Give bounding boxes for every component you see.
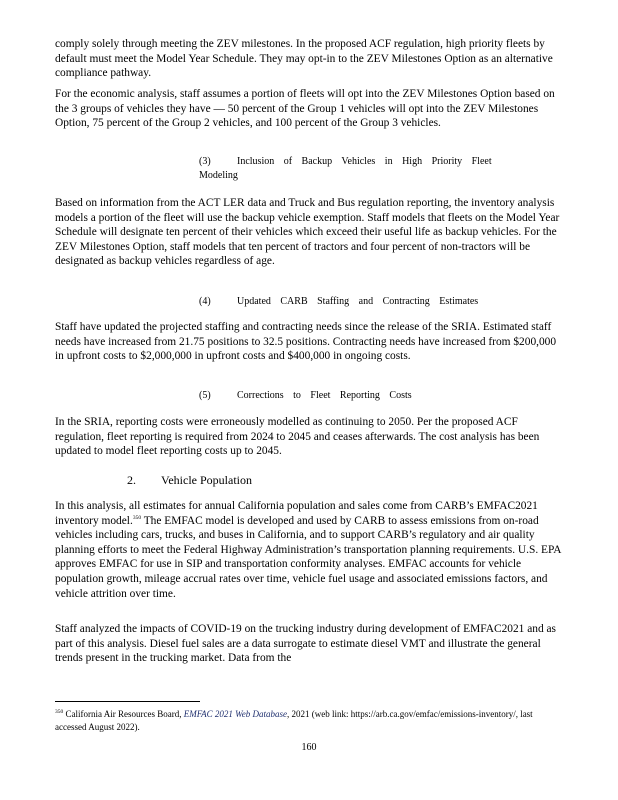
heading-number: (3) xyxy=(199,156,211,167)
emfac-intro-text: In this analysis, all estimates for annual California population and sales come from CARB’s EMFAC2021 inventory model. xyxy=(55,500,538,527)
footnote-number: 350 xyxy=(55,709,64,715)
paragraph-covid-impacts: Staff analyzed the impacts of COVID-19 on the trucking industry during development of EMFAC2021 and as part of this analysis. Diesel fuel sales are a data surrogate to estimate diesel VMT and illustrate the general trends present in the trucking market. Data from the xyxy=(55,623,556,665)
paragraph-backup-vehicle-exemption: Based on information from the ACT LER data and Truck and Bus regulation reporting, the inventory analysis models a portion of the fleet will use the backup vehicle exemption. Staff models that fleets on the Model Year Schedule will designate ten percent of their vehicles which exceed their useful life as backup vehicles. For the ZEV Milestones Option, staff models that ten percent of tractors and four percent of non-tractors will be designated as backup vehicles regardless of age. xyxy=(55,197,560,268)
paragraph-zev-milestones-opt-in: comply solely through meeting the ZEV milestones. In the proposed ACF regulation, high priority fleets by default must meet the Model Year Schedule. They may opt-in to the ZEV Milestones Option as an alternative compliance pathway. xyxy=(55,38,553,80)
paragraph-emfac-model xyxy=(55,499,563,601)
paragraph-economic-analysis: For the economic analysis, staff assumes a portion of fleets will opt into the ZEV Milestones Option based on the 3 groups of vehicles they have — 50 percent of the Group 1 vehicles will opt into the ZEV Milestones Option, 75 percent of the Group 2 vehicles, and 100 percent of the Group 3 vehicles. xyxy=(55,88,555,130)
footnote-author: California Air Resources Board, xyxy=(63,709,184,719)
heading-staffing-estimates xyxy=(199,295,539,309)
heading-reporting-costs xyxy=(199,389,529,403)
footnote-divider xyxy=(55,701,200,702)
footnote-reference[interactable]: 350 xyxy=(132,514,142,521)
heading-backup-vehicles xyxy=(199,155,529,183)
footnote-citation-rest: , 2021 (web link: https://arb.ca.gov/emfac/emissions-inventory/, last accessed August 2022). xyxy=(55,709,533,732)
section-number: 2. xyxy=(127,473,136,487)
footnote-database-title: EMFAC 2021 Web Database xyxy=(183,709,287,719)
paragraph-reporting-costs: In the SRIA, reporting costs were erroneously modelled as continuing to 2050. Per the proposed ACF regulation, fleet reporting is required from 2024 to 2045 and ceases afterwards. The cost analysis has been updated to model fleet reporting costs up to 2045. xyxy=(55,416,540,458)
page-number: 160 xyxy=(301,742,317,753)
section-heading-vehicle-population xyxy=(127,472,252,488)
heading-title: Corrections to Fleet Reporting Costs xyxy=(237,390,412,401)
section-title: Vehicle Population xyxy=(161,473,252,487)
emfac-description-text: The EMFAC model is developed and used by CARB to assess emissions from on-road vehicles including cars, trucks, and buses in California, and to support CARB’s regulatory and air quality planning efforts to meet the Federal Highway Administration’s transportation planning requirements. U.S. EPA approves EMFAC for use in SIP and transportation conformity analyses. EMFAC accounts for vehicle population growth, mileage accrual rates over time, vehicle fuel usage and associated emissions factors, and vehicle attrition over time. xyxy=(55,514,561,600)
heading-title: Inclusion of Backup Vehicles in High Priority Fleet Modeling xyxy=(199,156,492,181)
paragraph-staffing-contracting: Staff have updated the projected staffing and contracting needs since the release of the SRIA. Estimated staff needs have increased from 21.75 positions to 32.5 positions. Contracting needs have increased from $200,000 in upfront costs to $2,000,000 in upfront costs and $400,000 in ongoing costs. xyxy=(55,321,557,363)
heading-title: Updated CARB Staffing and Contracting Estimates xyxy=(237,296,479,307)
heading-number: (4) xyxy=(199,296,211,307)
heading-number: (5) xyxy=(199,390,211,401)
footnote xyxy=(55,708,563,733)
